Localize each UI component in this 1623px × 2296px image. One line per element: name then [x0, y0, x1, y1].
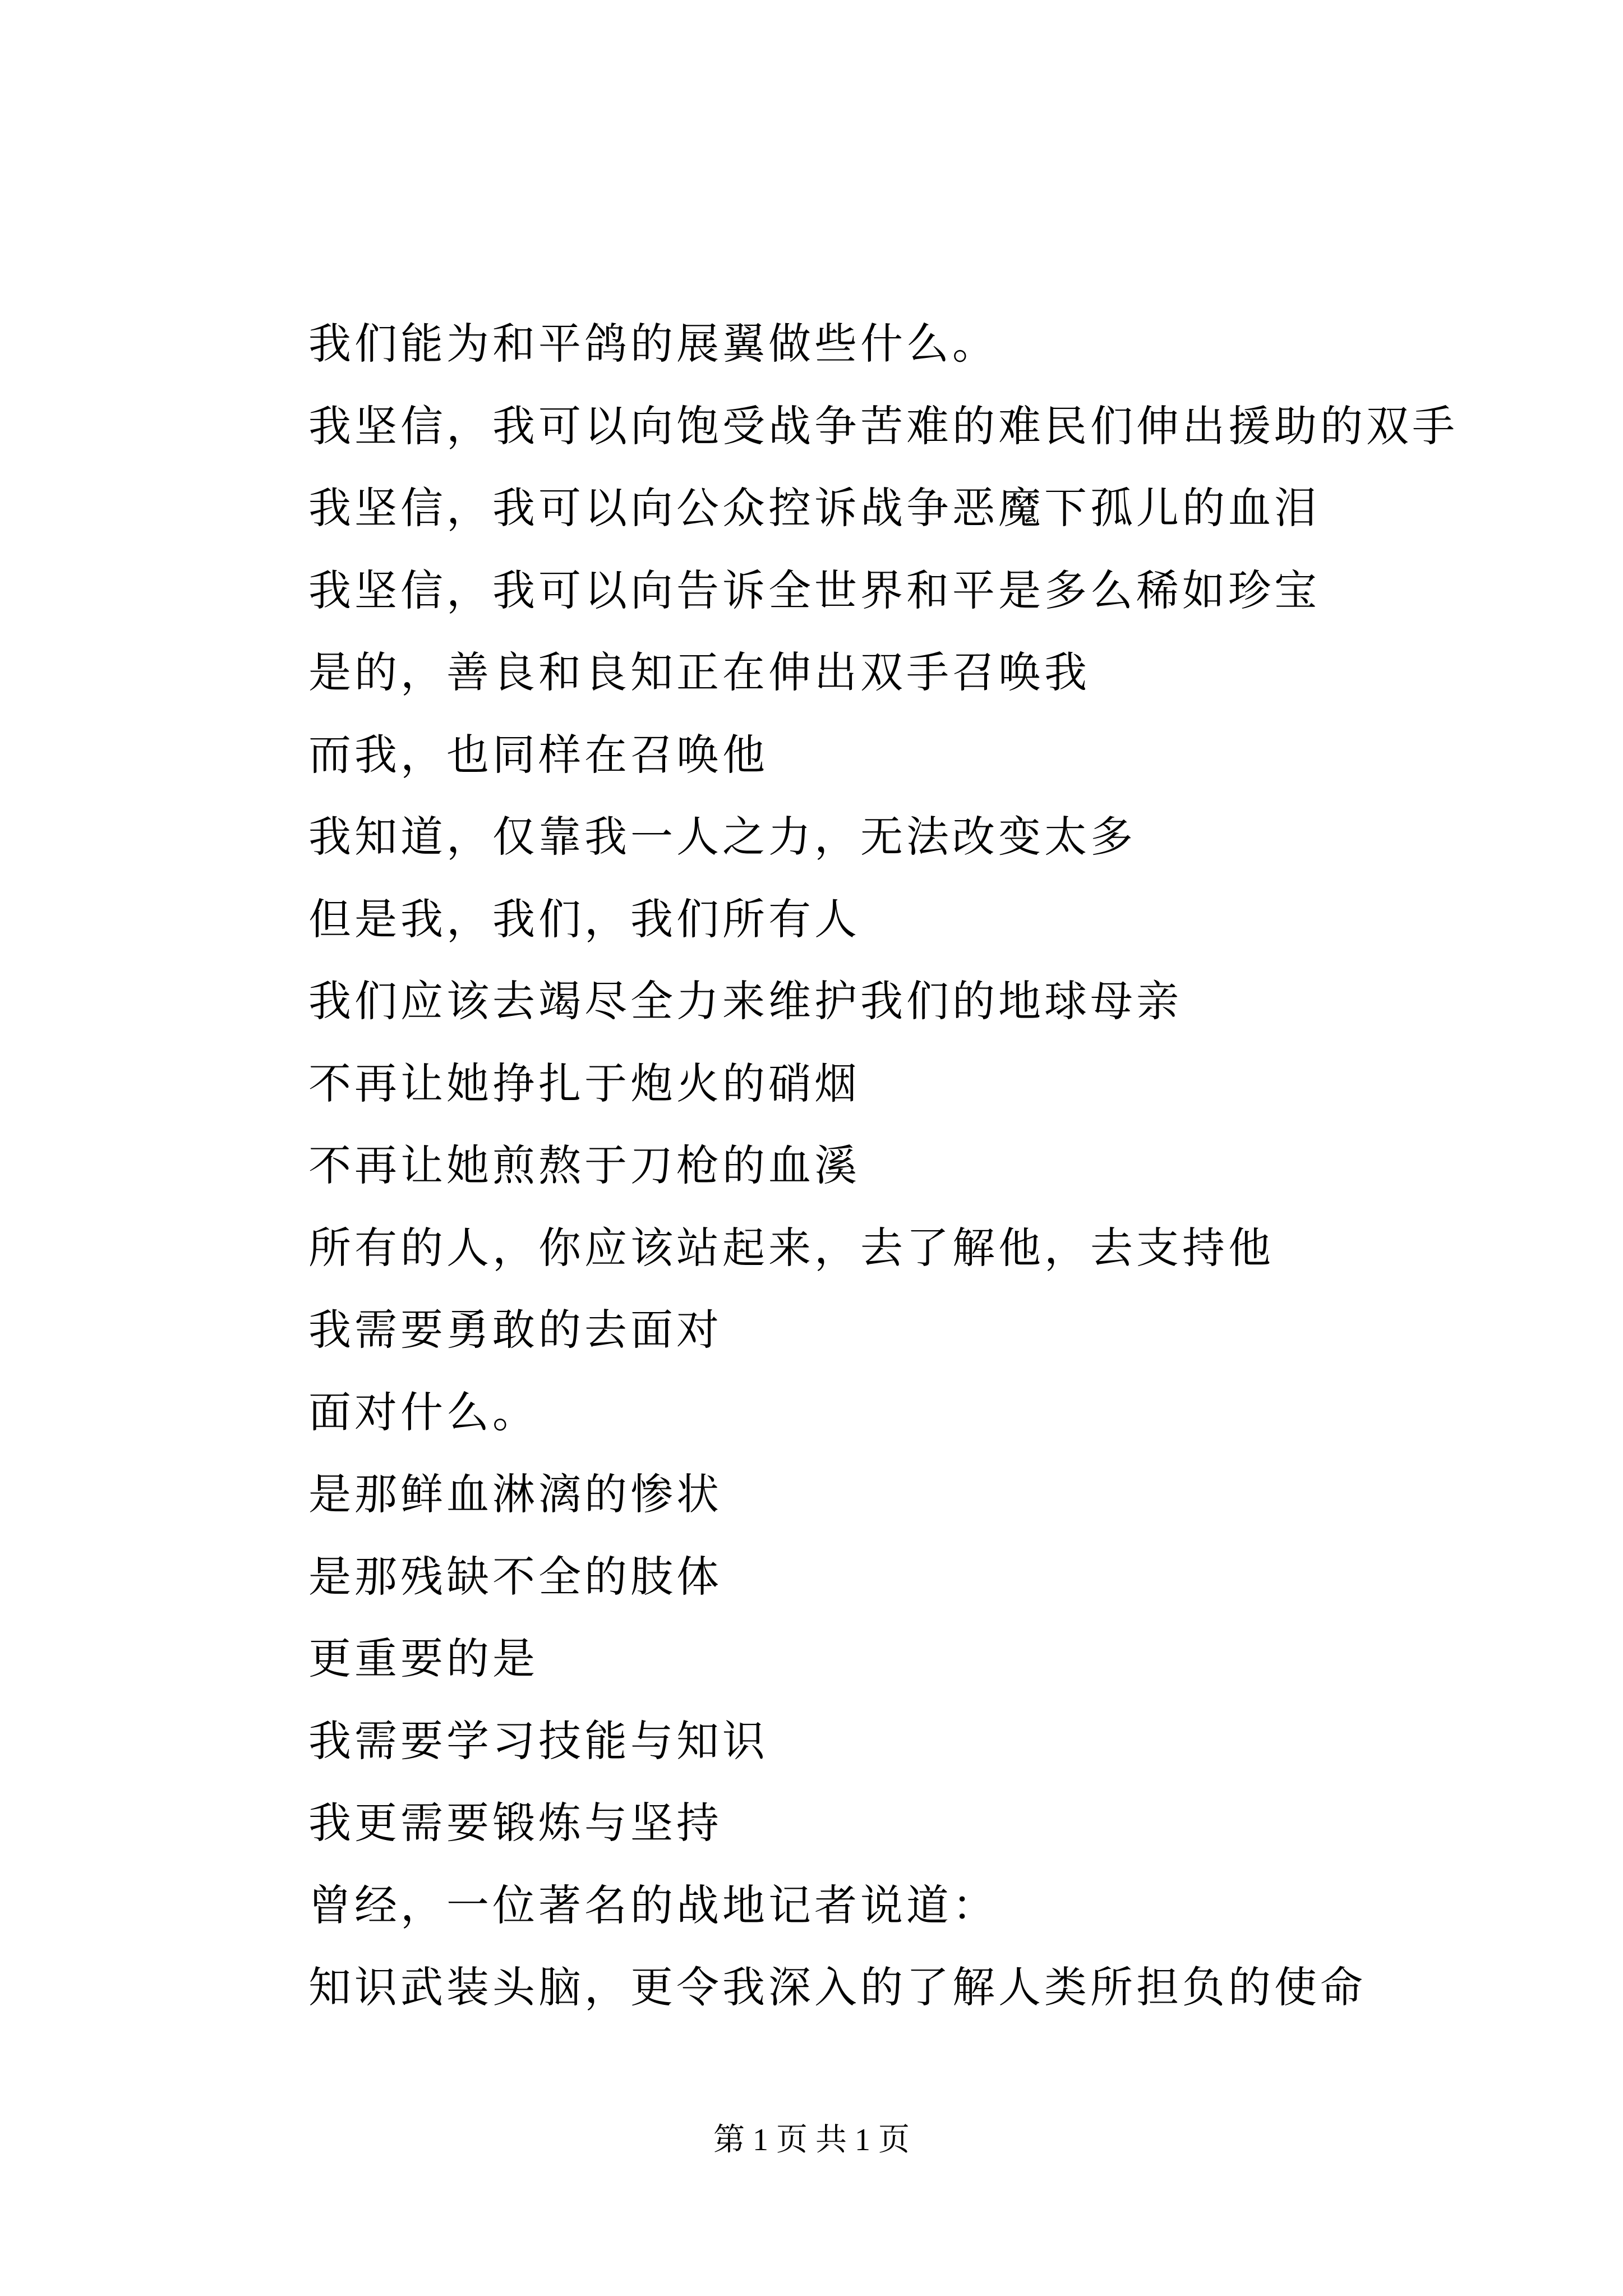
text-line: 而我，也同样在召唤他: [308, 729, 768, 780]
page-number-footer: 第 1 页 共 1 页: [713, 2123, 910, 2157]
text-line: 曾经，一位著名的战地记者说道：: [308, 1880, 998, 1930]
text-line: 我需要学习技能与知识: [308, 1715, 768, 1766]
text-line: 所有的人，你应该站起来，去了解他，去支持他: [308, 1222, 1274, 1273]
text-line: 面对什么。: [308, 1387, 538, 1437]
text-line: 是的，善良和良知正在伸出双手召唤我: [308, 647, 1090, 697]
text-line: 更重要的是: [308, 1634, 538, 1683]
text-line: 知识武装头脑，更令我深入的了解人类所担负的使命: [308, 1962, 1366, 2012]
text-line: 是那残缺不全的肢体: [308, 1551, 722, 1602]
text-line: 我坚信，我可以向告诉全世界和平是多么稀如珍宝: [308, 565, 1320, 615]
text-line: 不再让她挣扎于炮火的硝烟: [308, 1058, 860, 1108]
text-line: 我坚信，我可以向饱受战争苦难的难民们伸出援助的双手: [308, 401, 1458, 451]
document-body: [308, 303, 1486, 2029]
text-line: 我更需要锻炼与坚持: [308, 1798, 722, 1848]
text-line: 是那鲜血淋漓的惨状: [308, 1469, 722, 1519]
text-line: 我需要勇敢的去面对: [308, 1305, 722, 1355]
text-line: 我们应该去竭尽全力来维护我们的地球母亲: [308, 976, 1182, 1026]
text-line: 但是我，我们，我们所有人: [308, 894, 860, 944]
text-line: 我们能为和平鸽的展翼做些什么。: [308, 319, 998, 369]
text-line: 不再让她煎熬于刀枪的血溪: [308, 1140, 860, 1190]
text-line: 我坚信，我可以向公众控诉战争恶魔下孤儿的血泪: [308, 483, 1320, 533]
text-line: 我知道，仅靠我一人之力，无法改变太多: [308, 812, 1136, 862]
